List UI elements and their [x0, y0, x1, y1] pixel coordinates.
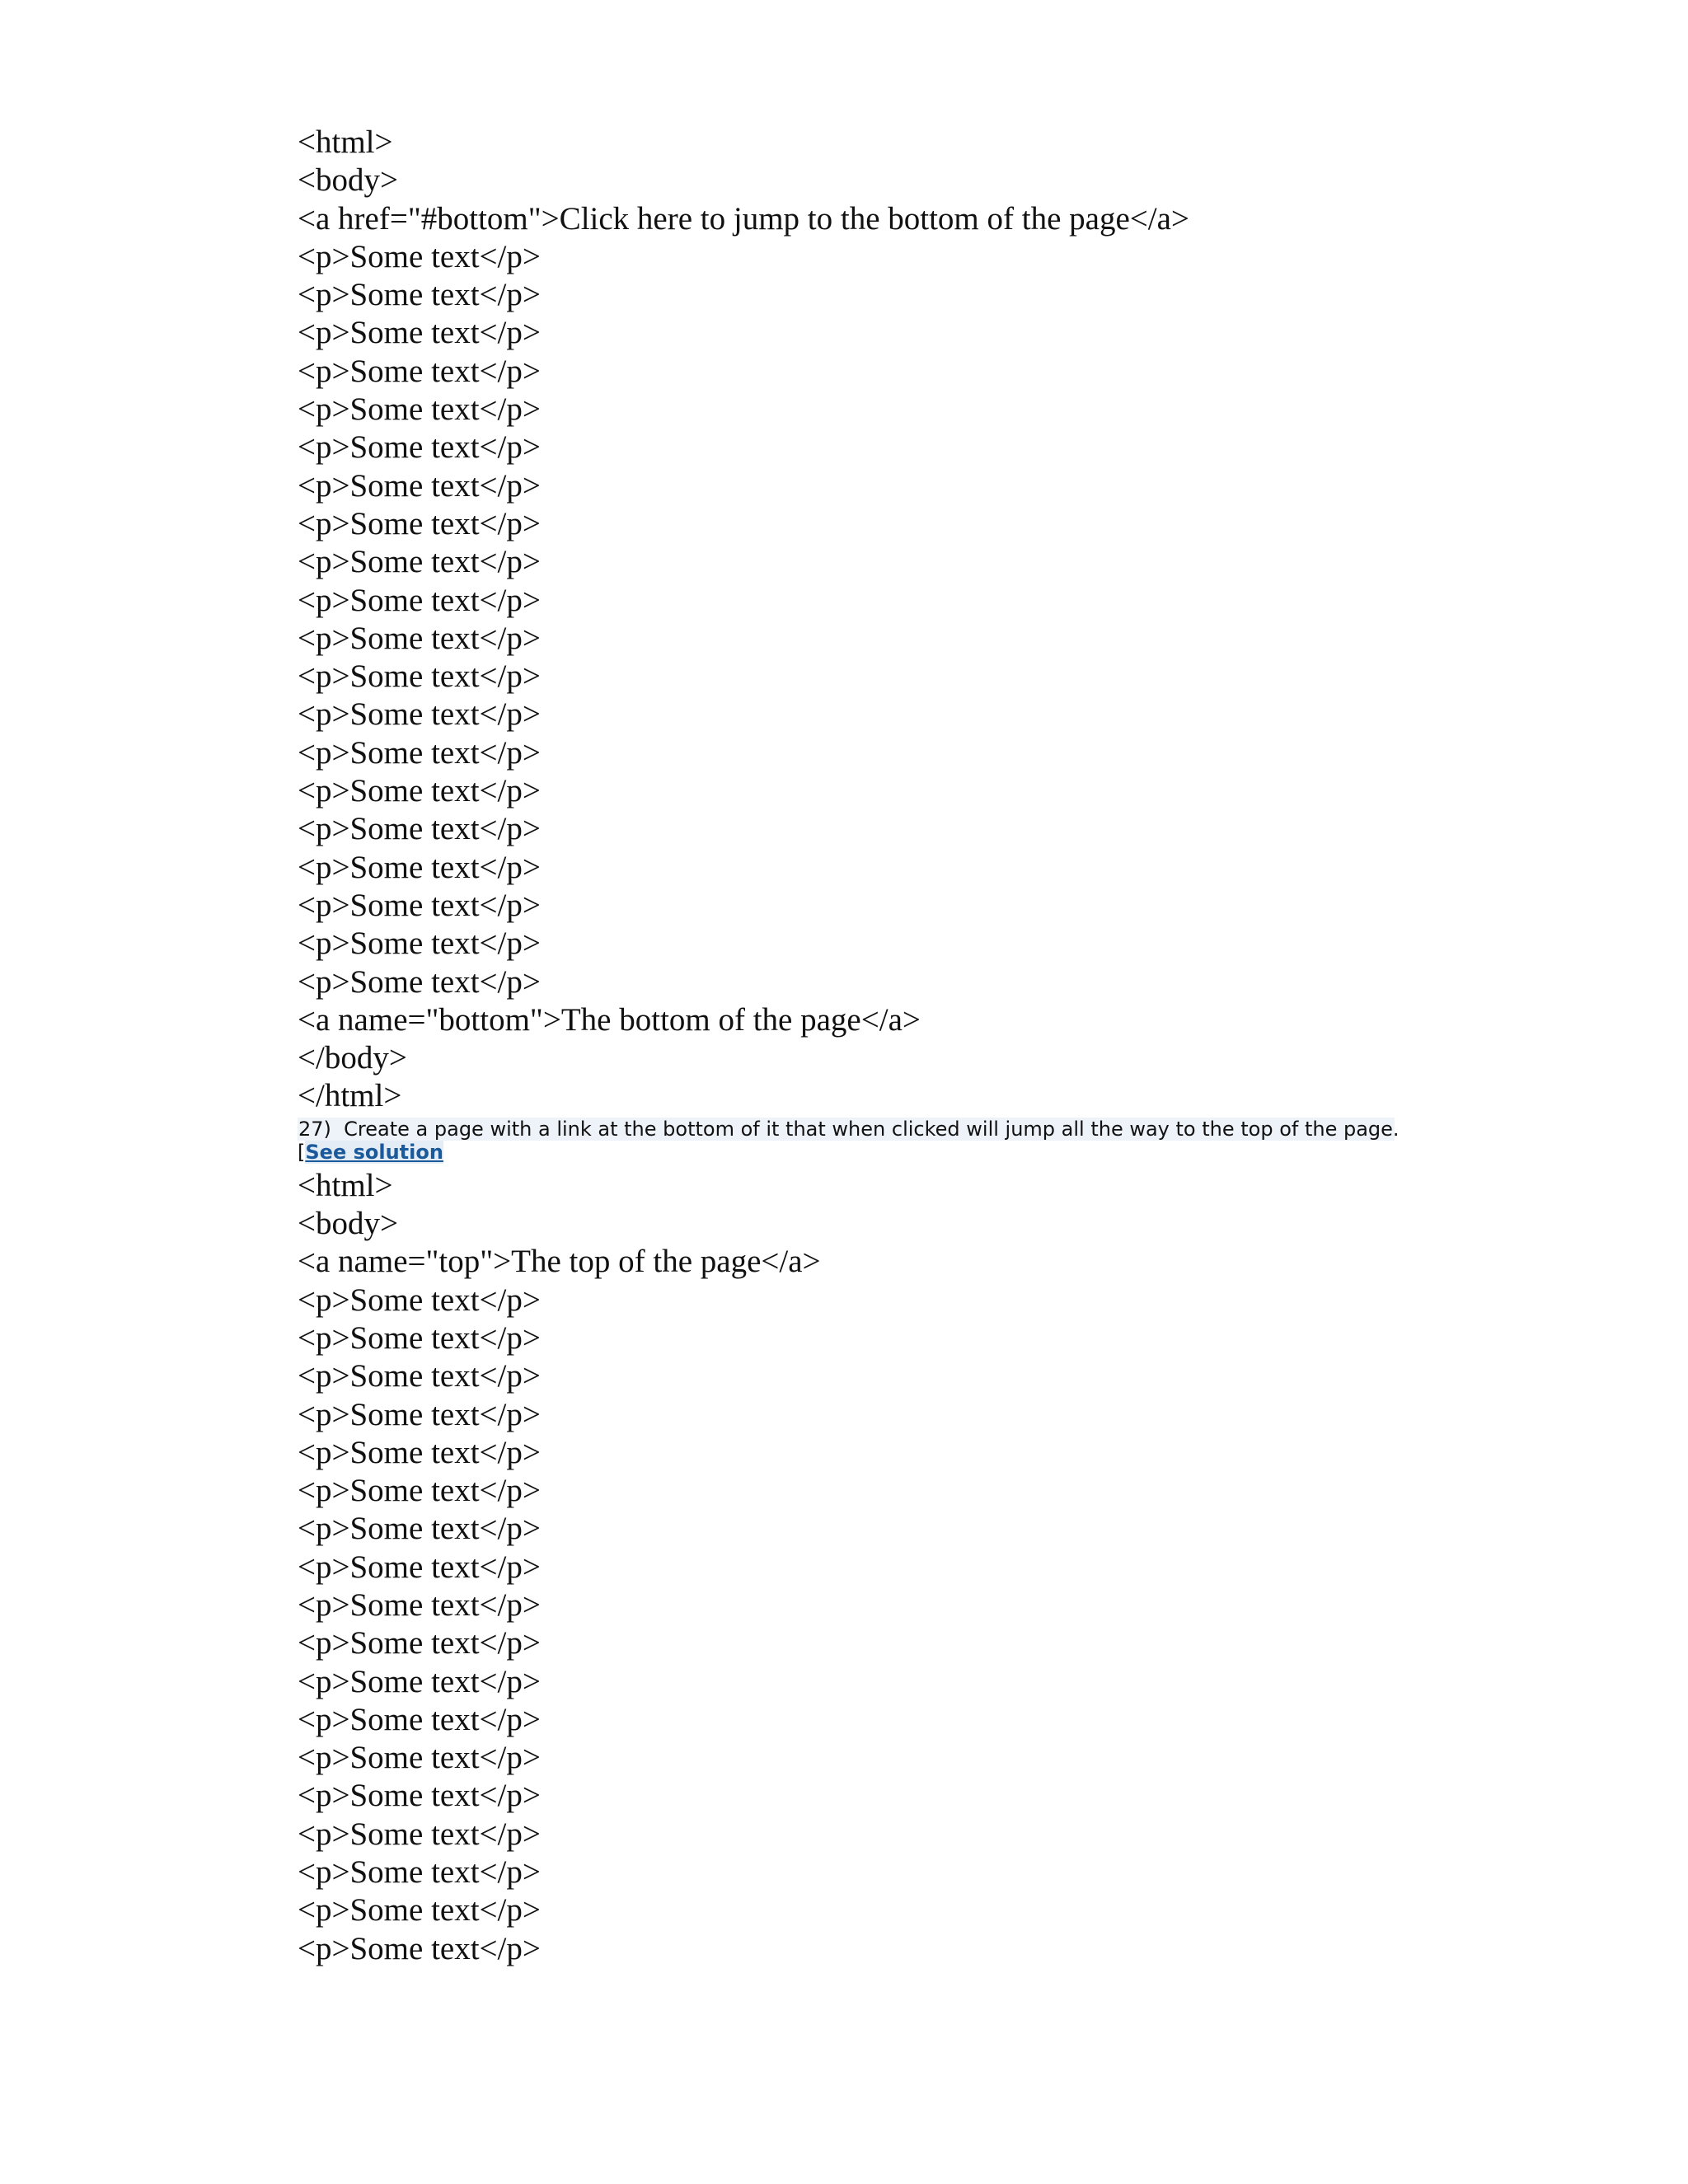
code-line: <p>Some text</p>	[298, 620, 541, 656]
solution-bracket: [	[298, 1140, 306, 1164]
code-line: <p>Some text</p>	[298, 1282, 541, 1318]
code-line: <p>Some text</p>	[298, 696, 541, 733]
exercise-question: 27) Create a page with a link at the bottom of it that when clicked will jump all the way to the top of the page.	[298, 1117, 1400, 1141]
code-line: <p>Some text</p>	[298, 849, 541, 885]
code-line: <a href="#bottom">Click here to jump to the bottom of the page</a>	[298, 200, 1189, 237]
code-line: <p>Some text</p>	[298, 1549, 541, 1585]
code-block-bottom-link	[298, 124, 1402, 1116]
code-line: <p>Some text</p>	[298, 238, 541, 274]
code-line: <p>Some text</p>	[298, 1854, 541, 1891]
code-line: </html>	[298, 1078, 402, 1114]
code-line: <p>Some text</p>	[298, 887, 541, 923]
code-line: <p>Some text</p>	[298, 582, 541, 618]
see-solution-link[interactable]: See solution	[305, 1140, 443, 1164]
code-line: <p>Some text</p>	[298, 277, 541, 313]
code-line: <p>Some text</p>	[298, 1358, 541, 1394]
code-line: <p>Some text</p>	[298, 1701, 541, 1737]
code-line: <p>Some text</p>	[298, 926, 541, 962]
code-line: <p>Some text</p>	[298, 467, 541, 504]
code-line: <p>Some text</p>	[298, 963, 541, 1000]
code-block-top-link	[298, 1167, 1402, 1968]
code-line: <a name="top">The top of the page</a>	[298, 1244, 821, 1280]
code-line: <p>Some text</p>	[298, 1511, 541, 1547]
code-line: <p>Some text</p>	[298, 1625, 541, 1661]
code-line: <body>	[298, 1206, 398, 1242]
code-line: <p>Some text</p>	[298, 1740, 541, 1776]
code-line: <p>Some text</p>	[298, 1930, 541, 1966]
code-line: <p>Some text</p>	[298, 811, 541, 847]
code-line: <p>Some text</p>	[298, 773, 541, 809]
code-line: <html>	[298, 124, 393, 160]
document-page	[298, 124, 1402, 1968]
code-line: <p>Some text</p>	[298, 353, 541, 389]
code-line: <p>Some text</p>	[298, 544, 541, 580]
code-line: <p>Some text</p>	[298, 1319, 541, 1356]
code-line: <p>Some text</p>	[298, 734, 541, 771]
code-line: <p>Some text</p>	[298, 1473, 541, 1509]
code-line: <p>Some text</p>	[298, 1892, 541, 1929]
code-line: <p>Some text</p>	[298, 1663, 541, 1699]
code-line: <body>	[298, 162, 398, 199]
code-line: <p>Some text</p>	[298, 658, 541, 695]
code-line: <p>Some text</p>	[298, 1586, 541, 1623]
code-line: <p>Some text</p>	[298, 1816, 541, 1852]
code-line: <p>Some text</p>	[298, 505, 541, 541]
code-line: <p>Some text</p>	[298, 1778, 541, 1814]
code-line: </body>	[298, 1040, 407, 1076]
code-line: <a name="bottom">The bottom of the page</a>	[298, 1001, 921, 1038]
code-line: <p>Some text</p>	[298, 315, 541, 351]
code-line: <html>	[298, 1167, 393, 1203]
code-line: <p>Some text</p>	[298, 1396, 541, 1432]
code-line: <p>Some text</p>	[298, 429, 541, 466]
code-line: <p>Some text</p>	[298, 1434, 541, 1470]
code-line: <p>Some text</p>	[298, 391, 541, 428]
solution-row	[298, 1141, 1402, 1164]
